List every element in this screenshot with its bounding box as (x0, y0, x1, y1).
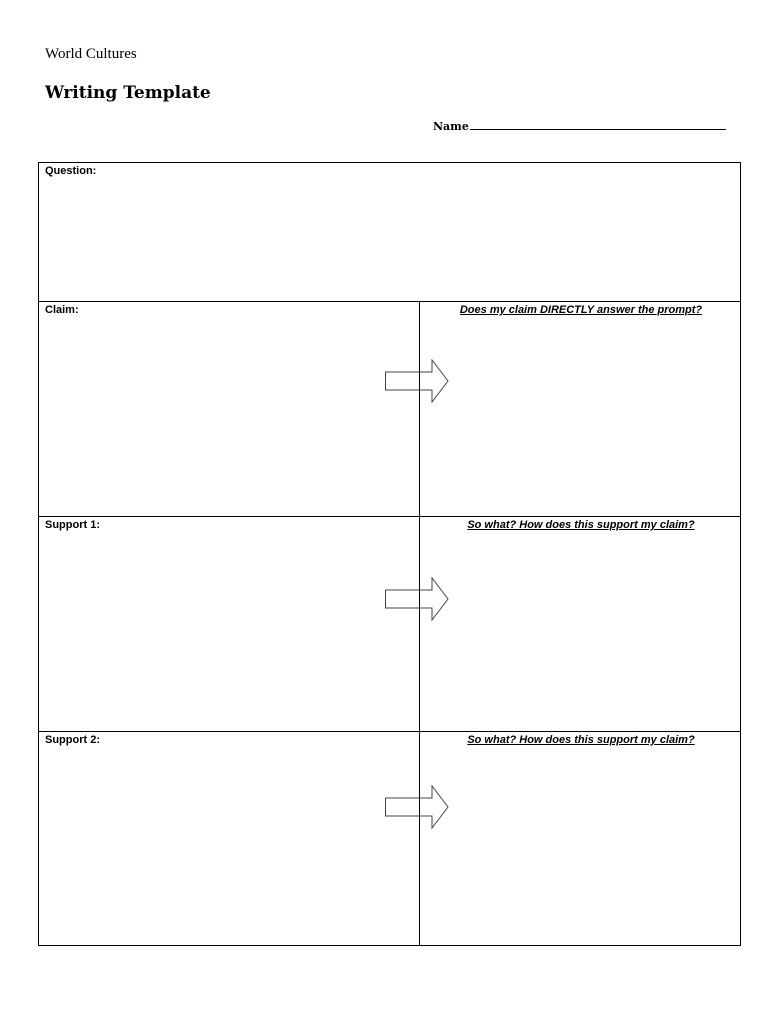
name-label: Name (433, 120, 469, 133)
name-field[interactable] (433, 118, 726, 133)
claim-label: Claim: (45, 304, 79, 316)
question-label: Question: (45, 165, 97, 177)
support-2-prompt: So what? How does this support my claim? (467, 734, 695, 746)
support-1-prompt: So what? How does this support my claim? (467, 519, 695, 531)
question-row[interactable] (39, 163, 740, 302)
right-arrow-icon (385, 577, 449, 621)
claim-prompt: Does my claim DIRECTLY answer the prompt? (459, 304, 703, 316)
support-1-label: Support 1: (45, 519, 100, 531)
support-2-row[interactable] (39, 732, 740, 946)
name-blank-line[interactable] (470, 118, 726, 130)
right-arrow-icon (385, 359, 449, 403)
support-2-label: Support 2: (45, 734, 100, 746)
right-arrow-icon (385, 785, 449, 829)
claim-row[interactable] (39, 302, 740, 517)
support-1-row[interactable] (39, 517, 740, 732)
page-title: Writing Template (45, 83, 211, 103)
course-name: World Cultures (45, 46, 137, 62)
column-divider (419, 302, 420, 946)
writing-template-table (38, 162, 741, 946)
